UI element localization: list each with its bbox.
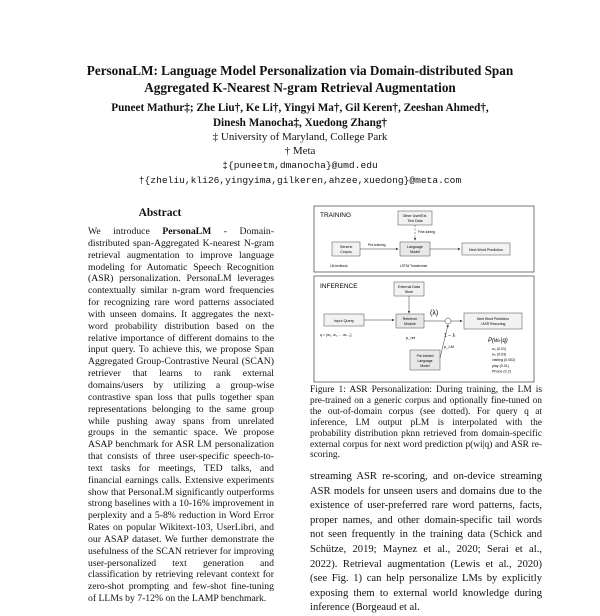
title-line-1: PersonaLM: Language Model Personalization via Domain-distributed Span (86, 63, 514, 78)
external-data-label: External Data (398, 285, 420, 289)
figure-1-diagram (310, 200, 542, 385)
next-word-asr-label-2: / ASR Rescoring (480, 322, 506, 326)
next-word-asr-box (464, 313, 522, 329)
lm-textbook-label: LM-textbook (330, 264, 348, 268)
title-line-2: Aggregated K-Nearest N-gram Retrieval Augmentation (144, 80, 456, 95)
probability-item: play (0.01) (492, 363, 509, 368)
fine-tuning-label: Fine-tuning (418, 230, 435, 234)
authors-line-1: Puneet Mathur‡; Zhe Liu†, Ke Li†, Yingyi Ma†, Gil Keren†, Zeeshan Ahmed†, (111, 102, 489, 114)
p-ret-label: p_ret (406, 335, 416, 340)
external-data-label-2: Store (404, 290, 414, 294)
next-word-prediction-label: Next Word Prediction (469, 248, 503, 252)
abstract-heading: Abstract (138, 207, 182, 219)
pretrained-lm-label-2: Language (417, 359, 433, 363)
pretrained-lm-label-3: Model (420, 364, 430, 368)
probability-item: w₂ (0.03) (492, 352, 507, 357)
lm-to-interpolation-arrow (440, 325, 448, 358)
pretrained-lm-label: Pre-trained (416, 354, 434, 358)
pwq-label: P(wₖ|q) (488, 338, 508, 344)
retriever-label: Retriever (402, 317, 418, 321)
language-model-label: Language (407, 245, 423, 249)
retriever-label-2: Module (404, 322, 416, 326)
probability-item: visiting (0.002) (492, 358, 516, 363)
training-label: TRAINING (320, 212, 352, 219)
generic-corpus-label-2: Corpus (340, 250, 352, 254)
email-umd: ‡{puneetm,dmanocha}@umd.edu (222, 160, 378, 171)
lm-architecture-label: LSTM/ Transformer (400, 264, 428, 268)
probability-item: w₁ (0.01) (492, 347, 507, 351)
email-meta: †{zheliu,kli26,yingyima,gilkeren,ahzee,xuedong}@meta.com (138, 175, 462, 186)
one-minus-lambda-label: 1 − λ (444, 333, 455, 339)
affiliation-umd: ‡ University of Maryland, College Park (212, 131, 388, 143)
generic-corpus-label: Generic (339, 245, 353, 249)
interpolation-node (445, 318, 451, 324)
abstract-model-name: PersonaLM (162, 226, 212, 237)
affiliation-meta: † Meta (284, 145, 316, 157)
inference-label: INFERENCE (320, 283, 358, 290)
pretraining-label: Pre-training (368, 243, 386, 247)
lambda-label: (λ) (430, 310, 439, 317)
body-text-right-column: streaming ASR re-scoring, and on-device streaming ASR models for unseen users and domains due to the existence of user-preferred rare word patterns, facts, proper names, and other domain-specific tail words not seen frequently in the training data (Schick and Schütze, 2019; Maynez et al., 2020; Serai et al., 2022). Retrieval augmentation (Lewis et al., 2020) (see Fig. 1) can help personalize LMs by explicitly exposing them to external world knowledge during inference (Borgeaud et al. (310, 471, 542, 614)
language-model-label-2: Model (410, 250, 420, 254)
paper-title (40, 62, 560, 96)
author-list (40, 101, 560, 131)
abstract-body: - Domain-distributed span-Aggregated K-nearest N-gram retrieval augmentation to improve language modeling for Automatic Speech Recognition (ASR) personalization. PersonaLM leverages contextually similar n-gram word frequencies for recognizing rare word patterns associated with unseen domains. It aggregates the next-word probability distribution based on the relative importance of different domains to the input query. To achieve this, we propose Span Aggregated Group-Contrastive Neural (SCAN) retriever that learns to rank external domains/users by utilizing a group-wise contrastive span loss that pulls together span representations belonging to the same group while pushing away spans from unrelated groups in the semantic space. We propose ASAP benchmark for ASR LM personalization that consists of three user-specific speech-to-text tasks for meetings, TED talks, and financial earnings calls. Extensive experiments show that PersonaLM significantly outperforms strong baselines with a 10-16% improvement in perplexity and a 5-8% reduction in Word Error Rates on popular Wikitext-103, UserLibri, and our ASAP dataset. We further demonstrate the usefulness of the SCAN retriever for improving user-personalized text generation and classification by retrieving relevant context for zero-shot prompting and few-shot fine-tuning of LLMs by 7-12% on the LAMP benchmark. (88, 226, 274, 605)
authors-line-2: Dinesh Manocha‡, Xuedong Zhang† (212, 117, 388, 129)
next-word-asr-label: Next Word Prediction (477, 317, 509, 321)
query-symbol: q = {w₁, w₂, ... wₖ₋₁} (320, 333, 352, 337)
figure-1-caption: Figure 1: ASR Personalization: During training, the LM is pre-trained on a generic corpus and optionally fine-tuned on the out-of-domain corpus (see dotted). For query q at inference, LM output pLM is interpolated with the probability distribution pknn retrieved from domain-specific external corpus for next word prediction p(wi|q) and ASR re-scoring. (310, 385, 542, 461)
probability-item: Phone (0.2) (492, 369, 511, 374)
p-lm-label: p_LM (444, 344, 455, 349)
abstract-intro: We introduce (88, 226, 163, 237)
other-user-data-label: Other User/Ext. (402, 214, 428, 218)
abstract-text (88, 226, 274, 605)
other-user-data-label-2: Text Data (407, 219, 423, 223)
input-query-label: Input Query (334, 319, 354, 323)
probability-list (492, 347, 515, 373)
